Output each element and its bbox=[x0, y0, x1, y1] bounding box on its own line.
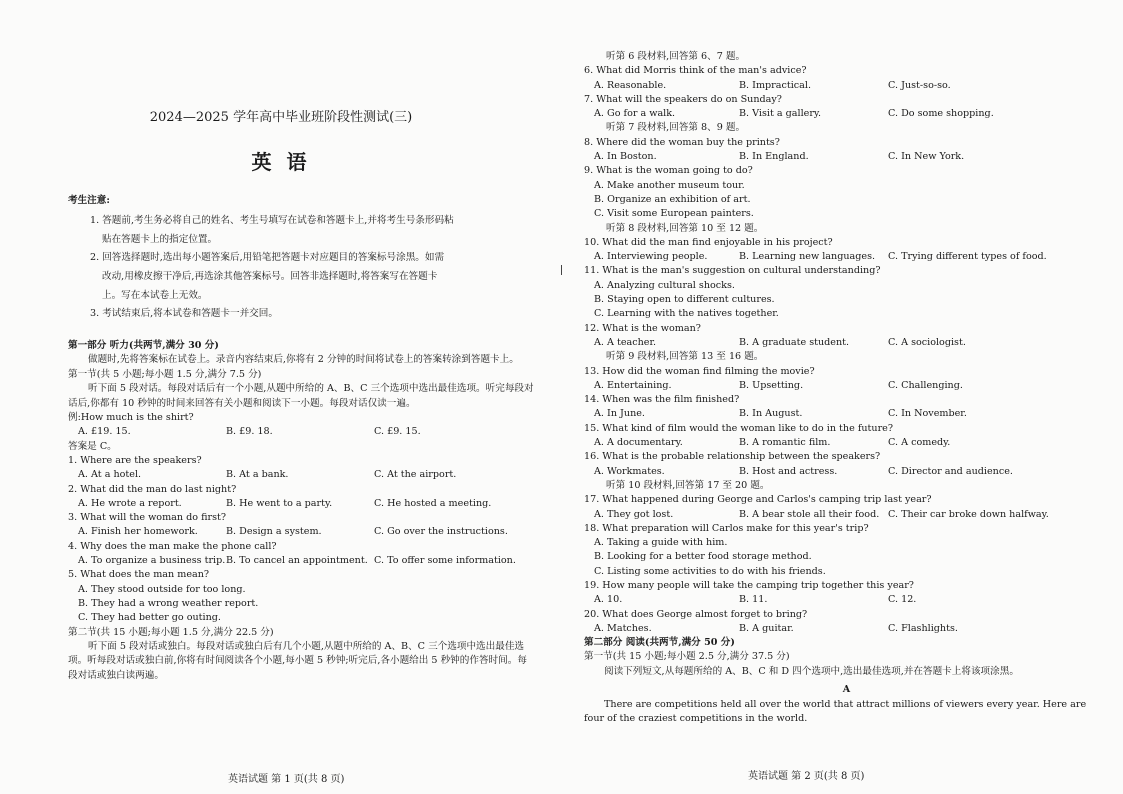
part2-intro: 阅读下列短文,从每题所给的 A、B、C 和 D 四个选项中,选出最佳选项,并在答题卡上将该项涂黑。 bbox=[604, 665, 1019, 677]
part1-title: 第一部分 听力(共两节,满分 30 分) bbox=[68, 340, 219, 351]
option-b: B. Looking for a better food storage method. bbox=[594, 551, 812, 563]
question-7-options bbox=[584, 107, 1109, 121]
option-b: B. A guitar. bbox=[739, 622, 794, 634]
question-3-options bbox=[68, 525, 534, 539]
question-17-options bbox=[584, 508, 1109, 522]
option-b: B. To cancel an appointment. bbox=[226, 555, 368, 567]
option-a: A. Make another museum tour. bbox=[594, 179, 745, 191]
question-2-options bbox=[68, 497, 534, 511]
option-b: B. Staying open to different cultures. bbox=[594, 294, 775, 306]
question-14: 14. When was the film finished? bbox=[584, 394, 740, 406]
question-6: 6. What did Morris think of the man's advice? bbox=[584, 65, 807, 77]
option-b: B. Host and actress. bbox=[739, 465, 838, 477]
option-a: A. He wrote a report. bbox=[78, 497, 182, 509]
option-c: C. He hosted a meeting. bbox=[374, 497, 492, 509]
example-options bbox=[68, 425, 534, 439]
passage-letter: A bbox=[842, 684, 851, 696]
passage-text: There are competitions held all over the world that attract millions of viewers every year. Here are four of the craziest competitions in the world. bbox=[584, 698, 1087, 725]
section2-intro: 听下面 5 段对话或独白。每段对话或独白后有几个小题,从题中所给的 A、B、C 三个选项中选出最佳选项。听每段对话或独白前,你将有时间阅读各个小题,每小题 5 秒钟;听完后,各小题给出 5 秒钟的作答时间。每段对话或独白读两遍。 bbox=[68, 640, 527, 681]
option-c: C. Director and audience. bbox=[888, 465, 1013, 477]
listening-part bbox=[68, 339, 534, 683]
question-15: 15. What kind of film would the woman like to do in the future? bbox=[584, 422, 893, 434]
question-17: 17. What happened during George and Carlos's camping trip last year? bbox=[584, 494, 932, 506]
option-c: C. In November. bbox=[888, 408, 967, 420]
page-2 bbox=[562, 0, 1123, 794]
option-c: C. Challenging. bbox=[888, 379, 963, 391]
option-c: C. Listing some activities to do with his friends. bbox=[594, 565, 826, 577]
subject-title: 英 语 bbox=[251, 150, 311, 174]
option-a: A. 10. bbox=[594, 594, 623, 606]
option-a: A. Entertaining. bbox=[594, 379, 672, 391]
option-a: A. They stood outside for too long. bbox=[78, 583, 246, 595]
option-a: A. To organize a business trip. bbox=[78, 555, 226, 567]
part1-intro: 做题时,先将答案标在试卷上。录音内容结束后,你将有 2 分钟的时间将试卷上的答案转涂到答题卡上。 bbox=[88, 354, 519, 366]
question-7: 7. What will the speakers do on Sunday? bbox=[584, 93, 782, 105]
option-b: B. Impractical. bbox=[739, 79, 811, 91]
section1-intro: 听下面 5 段对话。每段对话后有一个小题,从题中所给的 A、B、C 三个选项中选出最佳选项。听完每段对话后,你都有 10 秒钟的时间来回答有关小题和阅读下一小题。每段对话仅读一遍。 bbox=[68, 383, 534, 409]
option-a: A. At a hotel. bbox=[78, 469, 142, 481]
question-16: 16. What is the probable relationship between the speakers? bbox=[584, 451, 881, 463]
question-12-options bbox=[584, 336, 1109, 350]
question-20-options bbox=[584, 622, 1109, 636]
option-c: C. Trying different types of food. bbox=[888, 251, 1047, 263]
material-10-title: 听第 10 段材料,回答第 17 至 20 题。 bbox=[606, 479, 770, 491]
option-a: A. Reasonable. bbox=[594, 79, 667, 91]
option-a: A. A teacher. bbox=[594, 336, 657, 348]
option-b: B. Upsetting. bbox=[739, 379, 804, 391]
material-9-title: 听第 9 段材料,回答第 13 至 16 题。 bbox=[606, 351, 764, 363]
question-13: 13. How did the woman find filming the movie? bbox=[584, 365, 815, 377]
question-2: 2. What did the man do last night? bbox=[68, 483, 237, 495]
question-10: 10. What did the man find enjoyable in his project? bbox=[584, 236, 833, 248]
option-c: C. To offer some information. bbox=[374, 555, 516, 567]
part2-title: 第二部分 阅读(共两节,满分 50 分) bbox=[584, 637, 735, 649]
option-a: A. Finish her homework. bbox=[78, 526, 198, 538]
question-15-options bbox=[584, 436, 1109, 450]
option-b: B. He went to a party. bbox=[226, 497, 333, 509]
option-a: A. Workmates. bbox=[594, 465, 665, 477]
option-a: A. Interviewing people. bbox=[594, 251, 708, 263]
material-6-title: 听第 6 段材料,回答第 6、7 题。 bbox=[606, 51, 746, 62]
option-c: C. Go over the instructions. bbox=[374, 526, 508, 538]
option-c: C. A comedy. bbox=[888, 437, 951, 449]
part2-section1-title: 第一节(共 15 小题;每小题 2.5 分,满分 37.5 分) bbox=[584, 651, 790, 663]
question-5: 5. What does the man mean? bbox=[68, 569, 210, 581]
option-c: C. £9. 15. bbox=[374, 426, 421, 438]
option-b: B. Design a system. bbox=[226, 526, 322, 538]
question-1: 1. Where are the speakers? bbox=[68, 454, 202, 466]
option-b: B. 11. bbox=[739, 594, 768, 606]
option-b: B. A romantic film. bbox=[739, 437, 831, 449]
option-b: B. They had a wrong weather report. bbox=[78, 597, 259, 609]
exam-title: 2024—2025 学年高中毕业班阶段性测试(三) bbox=[149, 110, 413, 125]
option-a: A. Matches. bbox=[594, 622, 652, 634]
option-a: A. They got lost. bbox=[594, 508, 674, 520]
option-c: C. Learning with the natives together. bbox=[594, 308, 779, 320]
option-a: A. Taking a guide with him. bbox=[594, 537, 728, 549]
notice-title: 考生注意: bbox=[68, 195, 110, 206]
option-b: B. £9. 18. bbox=[226, 426, 273, 438]
question-20: 20. What does George almost forget to bring? bbox=[584, 608, 808, 620]
question-3: 3. What will the woman do first? bbox=[68, 512, 227, 524]
option-b: B. A bear stole all their food. bbox=[739, 508, 880, 520]
question-18: 18. What preparation will Carlos make for this year's trip? bbox=[584, 522, 869, 534]
option-a: A. A documentary. bbox=[594, 437, 683, 449]
section1-title: 第一节(共 5 小题;每小题 1.5 分,满分 7.5 分) bbox=[68, 368, 262, 380]
page-footer: 英语试题 第 2 页(共 8 页) bbox=[748, 771, 865, 782]
question-6-options bbox=[584, 79, 1109, 93]
notice-line: 改动,用橡皮擦干净后,再选涂其他答案标号。回答非选择题时,将答案写在答题卡 bbox=[102, 271, 438, 283]
option-a: A. £19. 15. bbox=[78, 426, 131, 438]
option-c: C. A sociologist. bbox=[888, 336, 966, 348]
page-footer: 英语试题 第 1 页(共 8 页) bbox=[228, 774, 345, 785]
example-question: 例:How much is the shirt? bbox=[68, 412, 194, 424]
option-a: A. In June. bbox=[594, 408, 645, 420]
option-a: A. Go for a walk. bbox=[594, 108, 676, 120]
question-1-options bbox=[68, 468, 534, 482]
notice-line: 贴在答题卡上的指定位置。 bbox=[102, 233, 218, 245]
option-b: B. Visit a gallery. bbox=[739, 108, 822, 120]
option-c: C. 12. bbox=[888, 594, 917, 606]
question-19: 19. How many people will take the camping trip together this year? bbox=[584, 579, 914, 591]
notice-section bbox=[68, 194, 534, 324]
notice-line: 2. 回答选择题时,选出每小题答案后,用铅笔把答题卡对应题目的答案标号涂黑。如需 bbox=[90, 252, 445, 264]
option-b: B. Learning new languages. bbox=[739, 251, 876, 263]
question-4-options bbox=[68, 554, 534, 568]
notice-line: 3. 考试结束后,将本试卷和答题卡一并交回。 bbox=[90, 308, 278, 320]
option-b: B. At a bank. bbox=[226, 469, 289, 481]
notice-line: 1. 答题前,考生务必将自己的姓名、考生号填写在试卷和答题卡上,并将考生号条形码粘 bbox=[90, 215, 454, 227]
option-c: C. Flashlights. bbox=[888, 622, 958, 634]
option-c: C. Do some shopping. bbox=[888, 108, 994, 120]
section2-title: 第二节(共 15 小题;每小题 1.5 分,满分 22.5 分) bbox=[68, 626, 274, 638]
option-a: A. Analyzing cultural shocks. bbox=[594, 279, 735, 291]
question-8: 8. Where did the woman buy the prints? bbox=[584, 136, 780, 148]
option-c: C. Their car broke down halfway. bbox=[888, 508, 1049, 520]
question-9: 9. What is the woman going to do? bbox=[584, 165, 753, 177]
option-c: C. Visit some European painters. bbox=[594, 208, 754, 220]
question-13-options bbox=[584, 379, 1109, 393]
material-8-title: 听第 8 段材料,回答第 10 至 12 题。 bbox=[606, 222, 764, 234]
listening-section-2 bbox=[584, 50, 1109, 727]
question-4: 4. Why does the man make the phone call? bbox=[68, 540, 277, 552]
option-b: B. Organize an exhibition of art. bbox=[594, 193, 751, 205]
option-c: C. In New York. bbox=[888, 151, 965, 163]
question-10-options bbox=[584, 250, 1109, 264]
option-a: A. In Boston. bbox=[594, 151, 657, 163]
example-answer: 答案是 C。 bbox=[68, 440, 117, 452]
option-c: C. Just-so-so. bbox=[888, 79, 951, 91]
question-8-options bbox=[584, 150, 1109, 164]
question-14-options bbox=[584, 407, 1109, 421]
option-b: B. In England. bbox=[739, 151, 809, 163]
option-c: C. At the airport. bbox=[374, 469, 457, 481]
notice-line: 上。写在本试卷上无效。 bbox=[102, 289, 208, 301]
option-b: B. A graduate student. bbox=[739, 336, 850, 348]
question-12: 12. What is the woman? bbox=[584, 322, 701, 334]
question-11: 11. What is the man's suggestion on cultural understanding? bbox=[584, 265, 881, 277]
question-19-options bbox=[584, 593, 1109, 607]
option-b: B. In August. bbox=[739, 408, 803, 420]
option-c: C. They had better go outing. bbox=[78, 612, 221, 624]
question-16-options bbox=[584, 465, 1109, 479]
material-7-title: 听第 7 段材料,回答第 8、9 题。 bbox=[606, 122, 746, 134]
